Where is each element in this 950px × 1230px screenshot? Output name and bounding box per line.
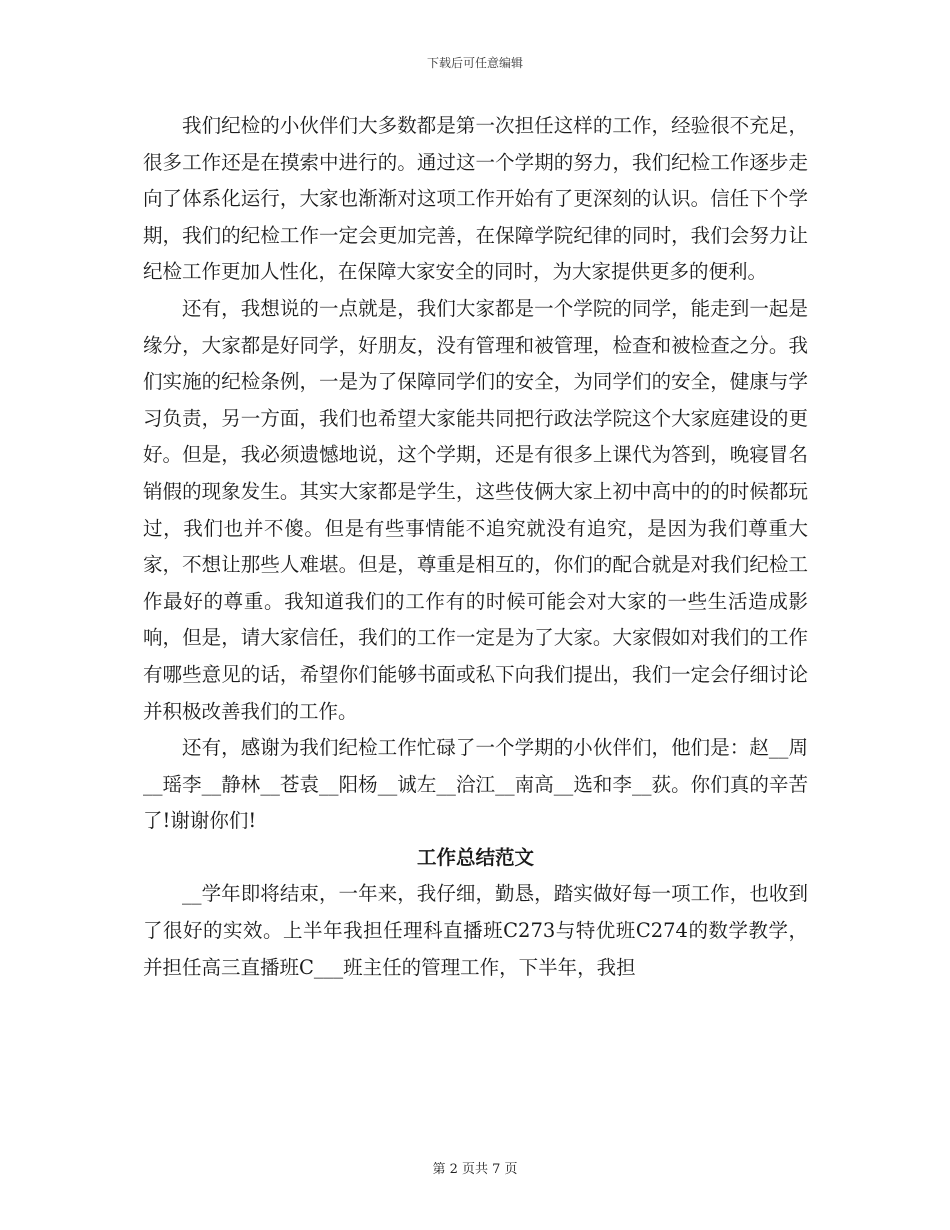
paragraph: 还有，感谢为我们纪检工作忙碌了一个学期的小伙伴们，他们是：赵__周__瑶李__静林__苍袁__阳杨__诚左__洽江__南高__选和李__荻。你们真的辛苦了!谢谢你们! xyxy=(143,736,808,833)
page-header: 下载后可任意编辑 xyxy=(426,56,523,70)
page-number: 第 2 页共 7 页 xyxy=(432,1162,518,1177)
paragraph: 我们纪检的小伙伴们大多数都是第一次担任这样的工作，经验很不充足，很多工作还是在摸索中进行的。通过这一个学期的努力，我们纪检工作逐步走向了体系化运行，大家也渐渐对这项工作开始有了更深刻的认识。信任下个学期，我们的纪检工作一定会更加完善，在保障学院纪律的同时，我们会努力让纪检工作更加人性化，在保障大家安全的同时，为大家提供更多的便利。 xyxy=(143,114,808,284)
document-body xyxy=(143,108,808,986)
paragraph: 还有，我想说的一点就是，我们大家都是一个学院的同学，能走到一起是缘分，大家都是好同学，好朋友，没有管理和被管理，检查和被检查之分。我们实施的纪检条例，一是为了保障同学们的安全，为同学们的安全，健康与学习负责，另一方面，我们也希望大家能共同把行政法学院这个大家庭建设的更好。但是，我必须遗憾地说，这个学期，还是有很多上课代为答到，晚寝冒名销假的现象发生。其实大家都是学生，这些伎俩大家上初中高中的的时候都玩过，我们也并不傻。但是有些事情能不追究就没有追究，是因为我们尊重大家，不想让那些人难堪。但是，尊重是相互的，你们的配合就是对我们纪检工作最好的尊重。我知道我们的工作有的时候可能会对大家的一些生活造成影响，但是，请大家信任，我们的工作一定是为了大家。大家假如对我们的工作有哪些意见的话，希望你们能够书面或私下向我们提出，我们一定会仔细讨论并积极改善我们的工作。 xyxy=(143,296,808,723)
section-title: 工作总结范文 xyxy=(416,845,534,869)
paragraph: __学年即将结束，一年来，我仔细，勤恳，踏实做好每一项工作，也收到了很好的实效。上半年我担任理科直播班C273与特优班C274的数学教学，并担任高三直播班C___班主任的管理工作，下半年，我担 xyxy=(143,882,808,979)
